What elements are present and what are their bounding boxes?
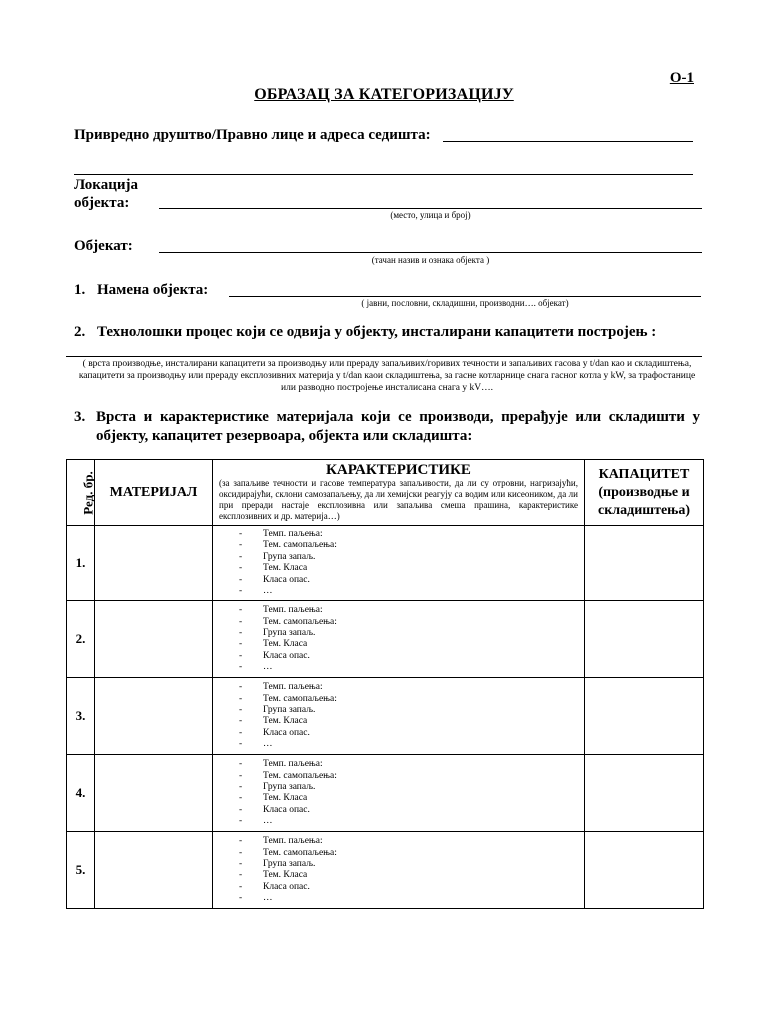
property-item: - Темп. паљења: xyxy=(239,605,584,616)
materials-table xyxy=(66,459,704,909)
property-item: - Класа опас. xyxy=(239,575,584,586)
property-item: - Класа опас. xyxy=(239,651,584,662)
property-list xyxy=(213,679,584,753)
header-characteristics-desc: (за запаљиве течности и гасове температура запаљивости, да ли су отровни, нагризајући, оксидирајући, склони самозапаљењу, да ли хемијски реагују са водим или кисеоником, да ли при преради настаје експлозивна или запаљива смеша прашина, карактеристике експлозивних и др. материја…) xyxy=(219,478,578,521)
property-item: - Тем. самопаљења: xyxy=(239,617,584,628)
section3-number: 3. xyxy=(74,409,86,425)
table-row xyxy=(67,755,704,832)
property-item: - Тем. Класа xyxy=(239,716,584,727)
characteristics-cell[interactable] xyxy=(213,832,585,909)
location-field[interactable] xyxy=(159,208,702,209)
property-item: - Тем. Класа xyxy=(239,639,584,650)
property-item: - Тем. самопаљења: xyxy=(239,771,584,782)
row-number: 3. xyxy=(67,678,95,755)
characteristics-cell[interactable] xyxy=(213,601,585,678)
form-code: О-1 xyxy=(669,70,694,86)
capacity-cell[interactable] xyxy=(585,755,704,832)
property-item: - … xyxy=(239,586,584,597)
property-item: - Тем. самопаљења: xyxy=(239,540,584,551)
header-capacity xyxy=(585,460,704,526)
material-cell[interactable] xyxy=(95,755,213,832)
location-label-line1: Локација xyxy=(74,177,138,193)
characteristics-cell[interactable] xyxy=(213,678,585,755)
property-item: - Темп. паљења: xyxy=(239,759,584,770)
object-label: Објекат: xyxy=(74,238,133,254)
section1-number: 1. xyxy=(74,282,86,298)
capacity-cell[interactable] xyxy=(585,601,704,678)
material-cell[interactable] xyxy=(95,526,213,601)
property-item: - Темп. паљења: xyxy=(239,529,584,540)
property-item: - Класа опас. xyxy=(239,728,584,739)
section2-label: Технолошки процес који се одвија у објекту, инсталирани капацитети постројењ : xyxy=(97,324,657,340)
company-field[interactable] xyxy=(443,141,693,142)
object-field[interactable] xyxy=(159,252,702,253)
company-label: Привредно друштво/Правно лице и адреса седишта: xyxy=(74,127,431,143)
property-item: - Тем. Класа xyxy=(239,870,584,881)
header-capacity-line1: КАПАЦИТЕТ xyxy=(598,466,690,482)
property-item: - Група запаљ. xyxy=(239,782,584,793)
property-item: - Тем. самопаљења: xyxy=(239,848,584,859)
table-row xyxy=(67,832,704,909)
object-hint: (тачан назив и ознака објекта ) xyxy=(371,255,490,265)
table-row xyxy=(67,526,704,601)
property-list xyxy=(213,756,584,830)
header-red-br-label: Ред. бр. xyxy=(80,470,96,515)
property-item: - … xyxy=(239,816,584,827)
material-cell[interactable] xyxy=(95,832,213,909)
section1-field[interactable] xyxy=(229,296,701,297)
section2-field[interactable] xyxy=(66,356,702,357)
property-item: - Класа опас. xyxy=(239,805,584,816)
property-item: - Тем. Класа xyxy=(239,563,584,574)
table-row xyxy=(67,678,704,755)
material-cell[interactable] xyxy=(95,601,213,678)
property-item: - … xyxy=(239,739,584,750)
property-item: - Група запаљ. xyxy=(239,628,584,639)
capacity-cell[interactable] xyxy=(585,526,704,601)
header-characteristics-title: КАРАКТЕРИСТИКЕ xyxy=(326,462,471,478)
location-hint: (место, улица и број) xyxy=(390,210,471,220)
header-material: МАТЕРИЈАЛ xyxy=(95,460,213,526)
property-item: - Група запаљ. xyxy=(239,552,584,563)
table-row xyxy=(67,601,704,678)
property-item: - … xyxy=(239,893,584,904)
property-item: - Темп. паљења: xyxy=(239,836,584,847)
property-list xyxy=(213,833,584,907)
header-characteristics xyxy=(213,460,585,526)
property-item: - Група запаљ. xyxy=(239,859,584,870)
property-item: - Група запаљ. xyxy=(239,705,584,716)
property-item: - Тем. Класа xyxy=(239,793,584,804)
location-label-line2: објекта: xyxy=(74,195,130,211)
row-number: 1. xyxy=(67,526,95,601)
capacity-cell[interactable] xyxy=(585,832,704,909)
row-number: 2. xyxy=(67,601,95,678)
row-number: 5. xyxy=(67,832,95,909)
section2-number: 2. xyxy=(74,324,86,340)
property-item: - Класа опас. xyxy=(239,882,584,893)
property-item: - … xyxy=(239,662,584,673)
capacity-cell[interactable] xyxy=(585,678,704,755)
section1-hint: ( јавни, пословни, складишни, производни…. објекат) xyxy=(361,298,569,308)
section2-note: ( врста производње, инсталирани капацитети за производњу или прераду запаљивих/горивих течности и запаљивих гасова у t/dan као и складиштења, капацитети за производњу или прераду експлозивних материја у t/dan каои складиштења, за гасне котларнице снага гасног котла у kW, за трафостанице или разводно постројење инсталисана снага у kV…. xyxy=(78,359,696,393)
table-header-row xyxy=(67,460,704,526)
row-number: 4. xyxy=(67,755,95,832)
section3-label: Врста и карактеристике материјала који се производи, прерађује или складишти у објекту, капацитет резервоара, објекта или складишта: xyxy=(96,409,700,444)
header-capacity-line2: (производње и складиштења) xyxy=(597,484,690,518)
property-list xyxy=(213,526,584,600)
material-cell[interactable] xyxy=(95,678,213,755)
characteristics-cell[interactable] xyxy=(213,526,585,601)
characteristics-cell[interactable] xyxy=(213,755,585,832)
company-address-field[interactable] xyxy=(74,174,693,175)
property-item: - Темп. паљења: xyxy=(239,682,584,693)
property-list xyxy=(213,602,584,676)
location-label xyxy=(74,176,138,212)
header-red-br xyxy=(67,460,95,526)
page-title: ОБРАЗАЦ ЗА КАТЕГОРИЗАЦИЈУ xyxy=(254,86,514,103)
property-item: - Тем. самопаљења: xyxy=(239,694,584,705)
section1-label: Намена објекта: xyxy=(97,282,209,298)
section3-heading xyxy=(74,408,700,446)
